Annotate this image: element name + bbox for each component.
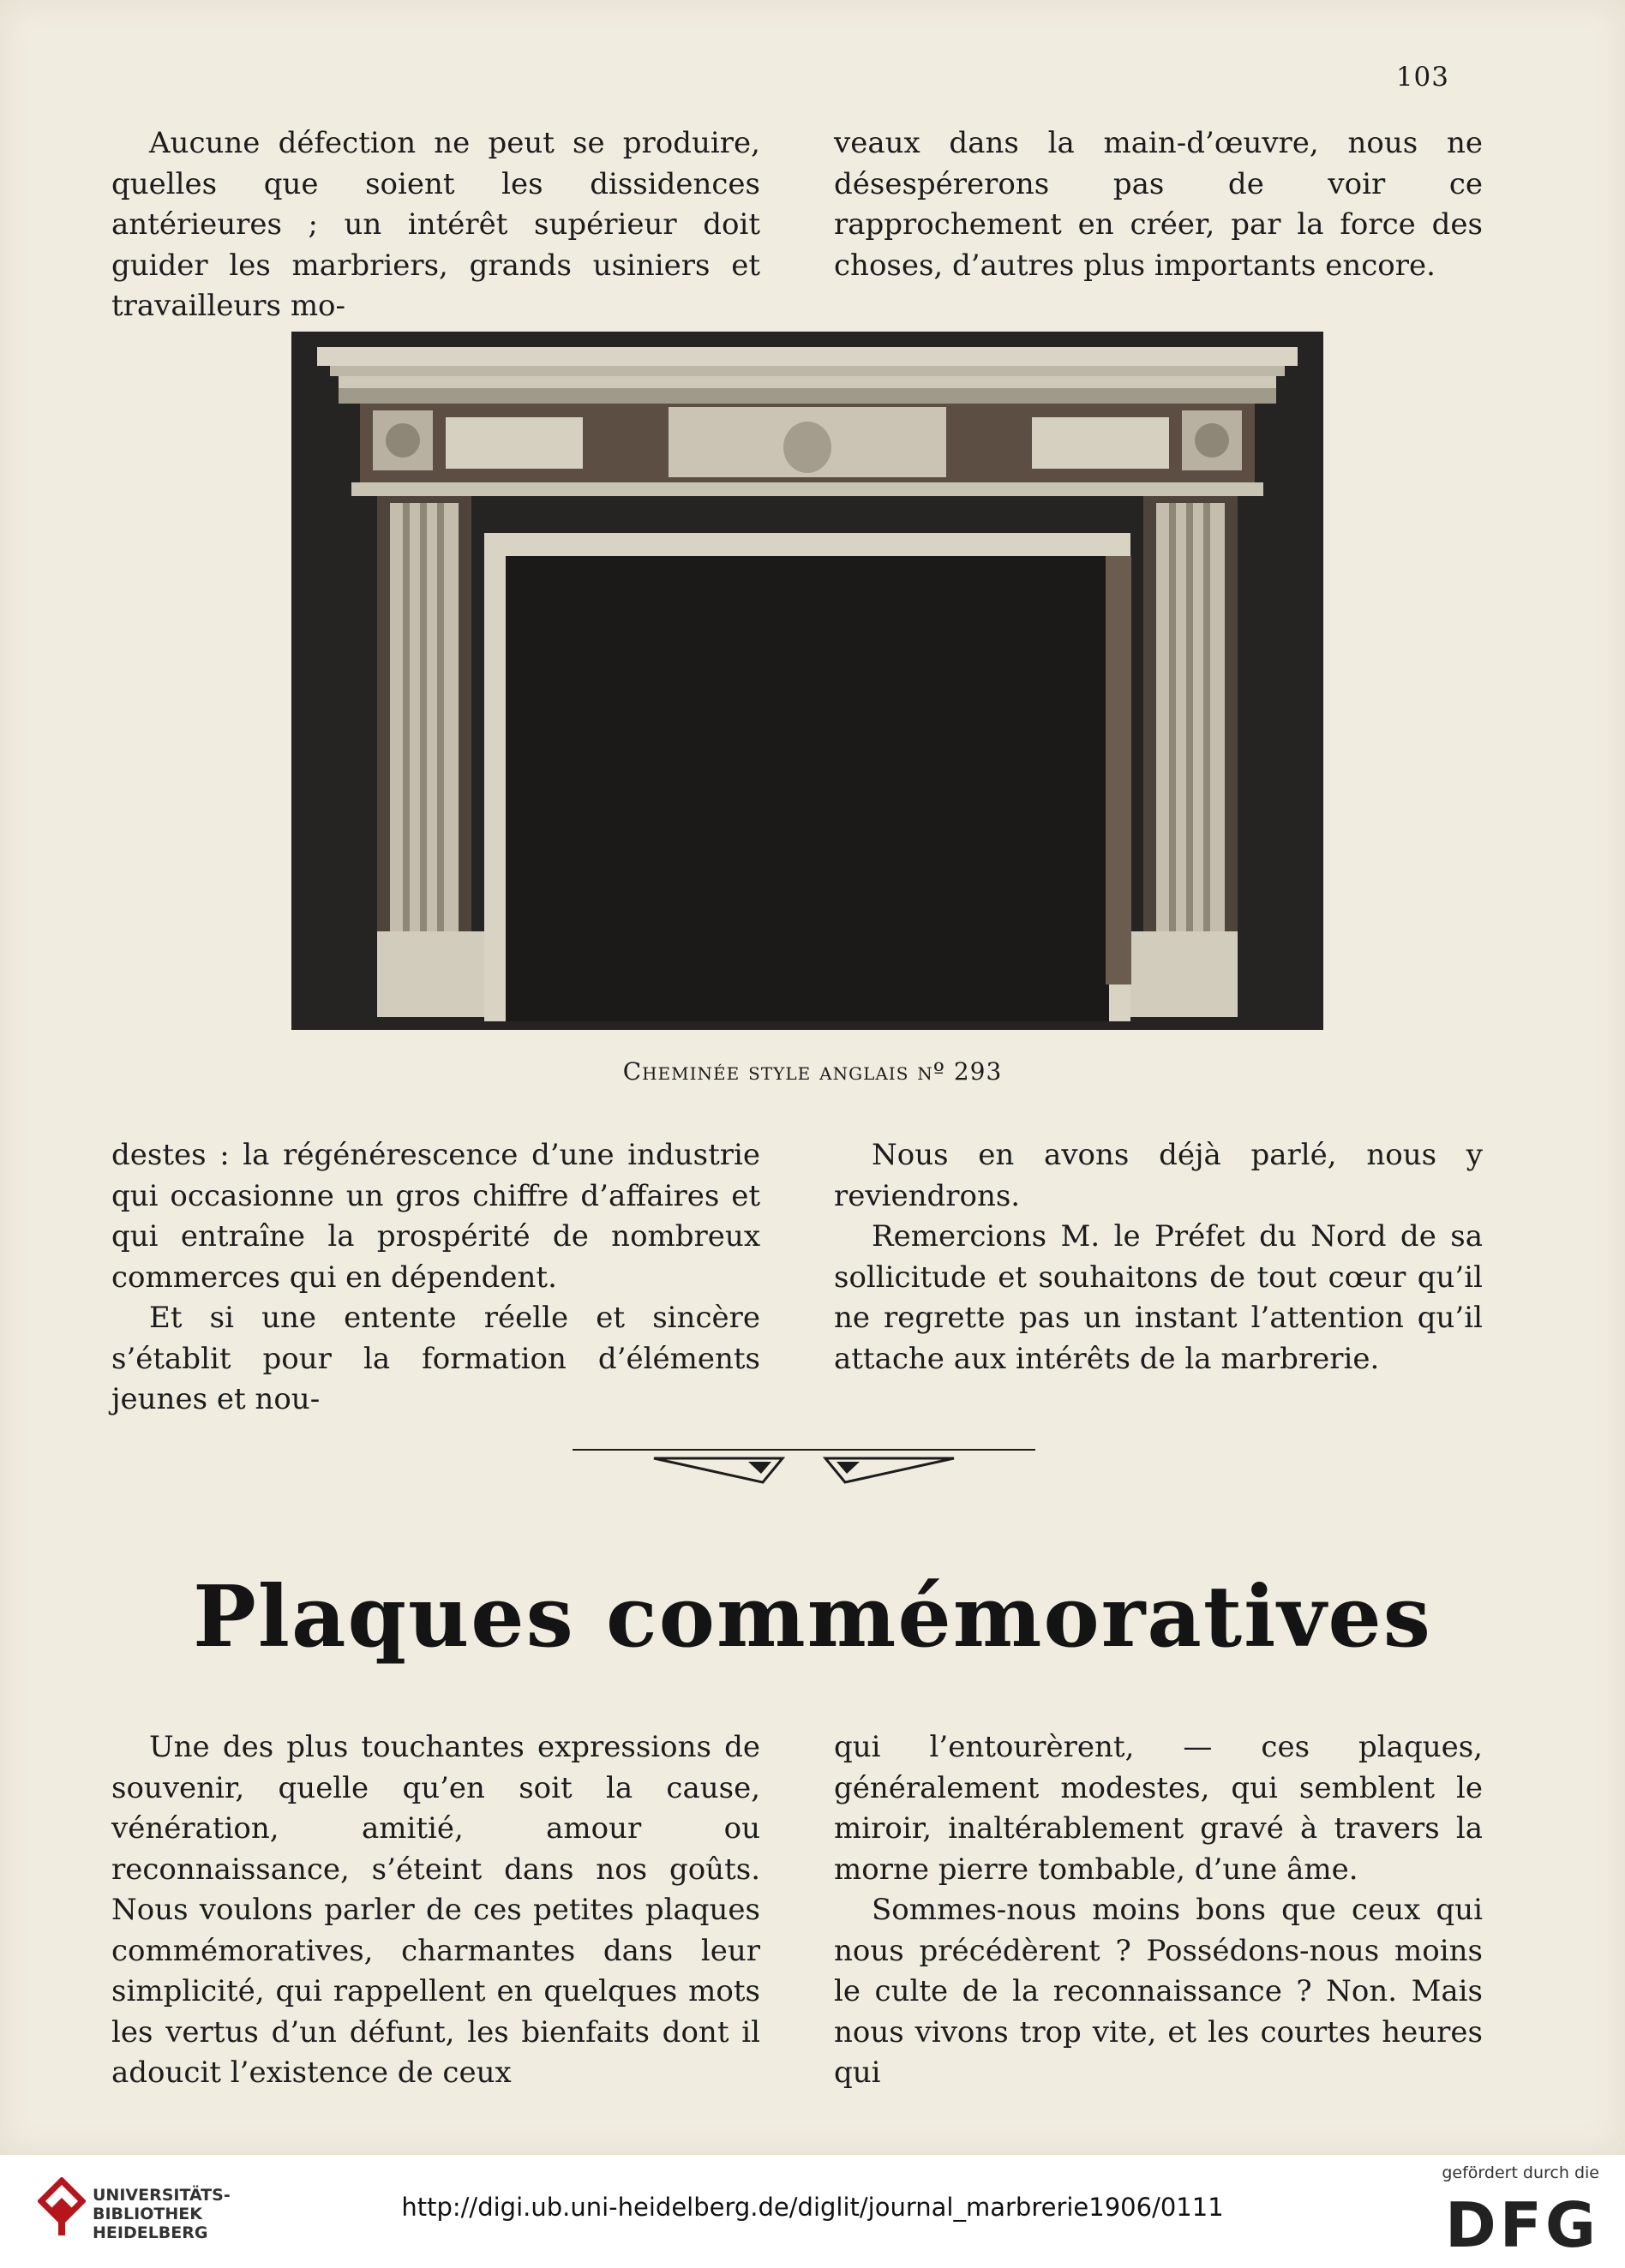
paragraph: qui l’entourèrent, — ces plaques, généralement modestes, qui semblent le miroir, inaltérablement gravé à travers la morne pierre tombable, d’une âme. bbox=[834, 1730, 1483, 1887]
paragraph: veaux dans la main-d’œuvre, nous ne désespérerons pas de voir ce rapprochement en créer, par la force des choses, d’autres plus importants encore. bbox=[834, 126, 1483, 283]
paragraph: Une des plus touchantes expressions de souvenir, quelle qu’en soit la cause, vénération, amitié, amour ou reconnaissance, s’éteint dans nos goûts. Nous voulons parler de ces petites plaques commémoratives, charmantes dans leur simplicité, qui rappellent en quelques mots les vertus d’un défunt, les bienfaits dont il adoucit l’existence de ceux bbox=[111, 1730, 760, 2090]
paragraph: Remercions M. le Préfet du Nord de sa sollicitude et souhaitons de tout cœur qu’il ne regrette pas un instant l’attention qu’il attache aux intérêts de la marbrerie. bbox=[834, 1219, 1483, 1376]
paragraph: Aucune défection ne peut se produire, quelles que soient les dissidences antérieures ; un intérêt supérieur doit guider les marbriers, grands usiniers et travailleurs mo- bbox=[111, 126, 760, 323]
permalink-url[interactable]: http://digi.ub.uni-heidelberg.de/diglit/journal_marbrerie1906/0111 bbox=[401, 2193, 1224, 2222]
paragraph: Sommes-nous moins bons que ceux qui nous précédèrent ? Possédons-nous moins le culte de la reconnaissance ? Non. Mais nous vivons trop vite, et les courtes heures qui bbox=[834, 1893, 1483, 2090]
dfg-logo: DFG bbox=[1444, 2189, 1599, 2261]
paragraph: destes : la régénérescence d’une industrie qui occasionne un gros chiffre d’affaires et qui entraîne la prospérité de nombreux commerces qui en dépendent. bbox=[111, 1138, 760, 1295]
funding-label: gefördert durch die bbox=[1442, 2163, 1599, 2182]
figure-caption: Cheminée style anglais nº 293 bbox=[622, 1057, 1003, 1086]
article-column-top-left bbox=[111, 123, 760, 327]
section-heading: Plaques commémoratives bbox=[193, 1568, 1432, 1667]
fireplace-photograph bbox=[291, 332, 1323, 1030]
article-column-middle-right bbox=[834, 1135, 1483, 1379]
library-name-line: BIBLIOTHEK bbox=[93, 2205, 202, 2223]
article-column-middle-left bbox=[111, 1135, 760, 1421]
article-column-bottom-left bbox=[111, 1727, 760, 2094]
library-name-line: HEIDELBERG bbox=[93, 2223, 208, 2242]
digital-library-footer bbox=[0, 2155, 1625, 2268]
paragraph: Et si une entente réelle et sincère s’établit pour la formation d’éléments jeunes et nou- bbox=[111, 1301, 760, 1416]
library-name-line: UNIVERSITÄTS- bbox=[93, 2186, 231, 2205]
article-column-bottom-right bbox=[834, 1727, 1483, 2094]
fireplace-illustration bbox=[291, 332, 1323, 1030]
paragraph: Nous en avons déjà parlé, nous y reviendrons. bbox=[834, 1138, 1483, 1213]
section-divider-ornament bbox=[573, 1439, 1035, 1494]
article-column-top-right bbox=[834, 123, 1483, 286]
page-number: 103 bbox=[1395, 62, 1449, 93]
